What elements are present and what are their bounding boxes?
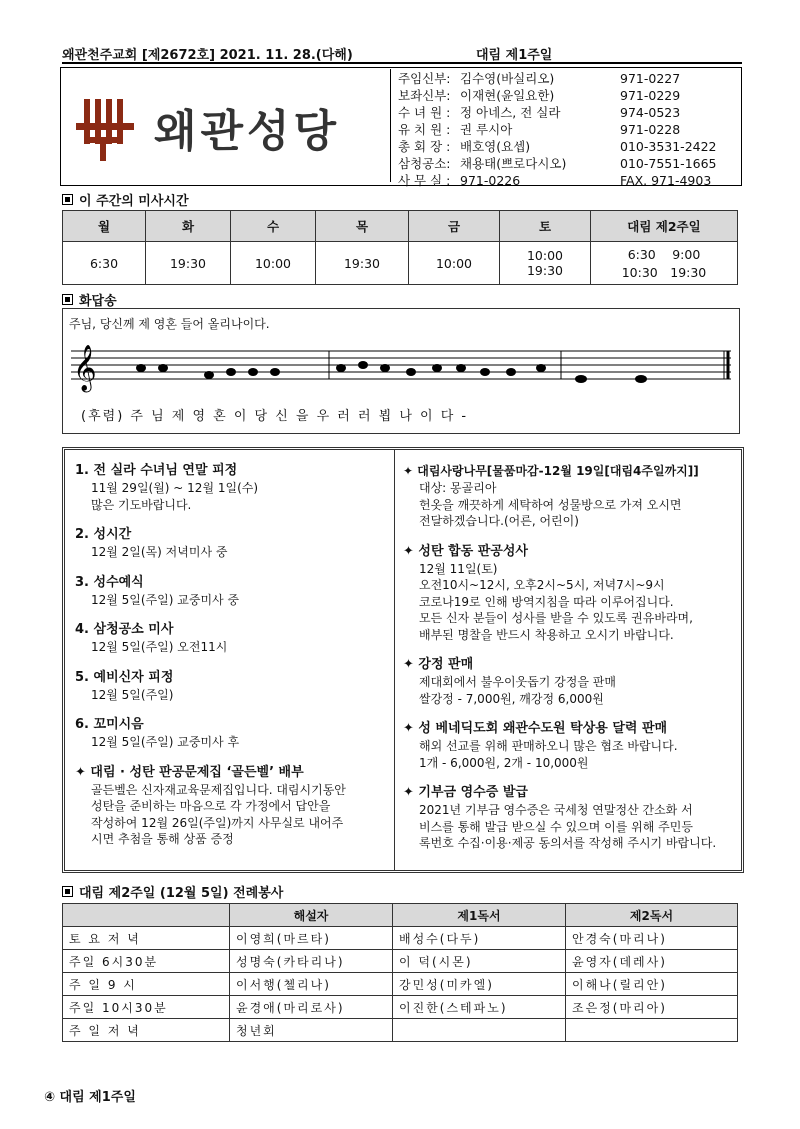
logo-text: 왜관성당	[154, 106, 341, 157]
list-item: 5. 예비신자 피정 12월 5일(주일)	[75, 669, 174, 702]
svg-text:𝄞: 𝄞	[73, 345, 97, 391]
psalm-response: 주님, 당신께 제 영혼 들어 올리나이다.	[69, 317, 270, 331]
table-row: 토 요 저 녁 이영희(마르타) 배성수(다두) 안경숙(마리나)	[63, 927, 738, 950]
staff-row: 수 녀 원 : 정 아네스, 전 실라 974-0523	[398, 105, 681, 120]
announcements-box	[62, 447, 744, 873]
staff-row: 삼청공소: 채용태(쁘로다시오) 010-7551-1665	[398, 156, 717, 171]
staff-row: 총 회 장 : 배호영(요셉) 010-3531-2422	[398, 139, 717, 154]
table-row: 주일 6시30분 성명숙(카타리나) 이 덕(시몬) 윤영자(데레사)	[63, 950, 738, 973]
mass-schedule-table: 월 화 수 목 금 토 대림 제2주일 6:30 19:30 10:00 19:30 10:00 10:00 19:30 6:30 9:00 10:30 19:30	[62, 210, 738, 285]
list-item: 1. 전 실라 수녀님 연말 피정 11월 29일(월) ~ 12월 1일(수) 많은 기도바랍니다.	[75, 463, 259, 512]
bulletin-issue: 왜관천주교회 [제2672호] 2021. 11. 28.(다해)	[62, 48, 353, 63]
liturgical-week: 대림 제1주일	[476, 48, 553, 63]
staff-row: 주임신부: 김수영(바실리오) 971-0227	[398, 71, 681, 86]
staff-row: 보좌신부: 이재현(윤일요한) 971-0229	[398, 88, 681, 103]
psalm-box	[62, 308, 740, 434]
page-footer: ④ 대림 제1주일	[44, 1090, 136, 1105]
list-item: ✦ 대림 · 성탄 판공문제집 ‘골든벨’ 배부 골든벨은 신자재교육문제집입니다. 대림시기동안 성탄을 준비하는 마음으로 각 가정에서 답안을 작성하여 12월 26일(주일)까지 사무실로 내어주 시면 추첨을 통해 상품 증정	[75, 764, 346, 846]
list-item: ✦ 기부금 영수증 발급 2021년 기부금 영수증은 국세청 연말정산 간소화 서 비스를 통해 발급 받으실 수 있으며 이를 위해 주민등 록번호 수집·이용·제공 동의서를 작성해 주시기 바랍니다.	[403, 785, 717, 850]
table-row: 주 일 저 녁 청년회	[63, 1019, 738, 1042]
service-section-title: 대림 제2주일 (12월 5일) 전례봉사	[62, 882, 283, 901]
list-item: 6. 꼬미시음 12월 5일(주일) 교중미사 후	[75, 717, 240, 749]
bulletin-header	[62, 40, 742, 64]
staff-directory	[398, 70, 738, 189]
table-row: 주일 10시30분 윤경애(마리로사) 이진한(스테파노) 조은정(마리아)	[63, 996, 738, 1019]
list-item: 2. 성시간 12월 2일(목) 저녁미사 중	[75, 527, 228, 559]
mass-section-title: 이 주간의 미사시간	[62, 190, 189, 209]
list-item: ✦ 강정 판매 제대회에서 불우이웃돕기 강정을 판매 쌀강정 - 7,000원, 깨강정 6,000원	[403, 657, 616, 706]
music-staff-icon	[71, 339, 735, 403]
column-divider	[394, 450, 395, 870]
psalm-section-title: 화답송	[62, 290, 117, 309]
list-item: 3. 성수예식 12월 5일(주일) 교중미사 중	[75, 574, 240, 607]
announcements-right	[403, 462, 737, 865]
staff-row: 유 치 원 : 권 루시아 971-0228	[398, 122, 681, 137]
list-item: ✦ 대림사랑나무[물품마감-12월 19일[대림4주일까지]] 대상: 몽골리아 헌옷을 깨끗하게 세탁하여 성물방으로 가져 오시면 전달하겠습니다.(어른, 어린이)	[403, 464, 699, 528]
list-item: 4. 삼청공소 미사 12월 5일(주일) 오전11시	[75, 622, 228, 654]
list-item: ✦ 성 베네딕도회 왜관수도원 탁상용 달력 판매 해외 선교를 위해 판매하오니 많은 협조 바랍니다. 1개 - 6,000원, 2개 - 10,000원	[403, 721, 678, 770]
table-row: 주 일 9 시 이서행(첼리나) 강민성(미카엘) 이해나(릴리안)	[63, 973, 738, 996]
service-table: 해설자 제1독서 제2독서 토 요 저 녁 이영희(마르타) 배성수(다두) 안경숙(마리나) 주일 6시30분 성명숙(카타리나) 이 덕(시몬) 윤영자(데레사) 주 일 9 시 이서행(첼리나) 강민성(미카엘) 이해나(릴리안) 주일 10시30분 윤경애(마리로사) 이진한(스테파노) 조은정(마리아) 주 일 저 녁 청년회	[62, 903, 738, 1042]
parish-logo	[62, 69, 391, 182]
announcements-left	[75, 462, 389, 861]
list-item: ✦ 성탄 합동 판공성사 12월 11일(토) 오전10시~12시, 오후2시~5시, 저녁7시~9시 코로나19로 인해 방역지침을 따라 이루어집니다. 모든 신자 분들이 성사를 받을 수 있도록 권유바라며, 배부된 명찰을 반드시 착용하고 오시기 바랍니다.	[403, 543, 693, 642]
staff-row: 사 무 실 : 971-0226 FAX. 971-4903	[398, 173, 712, 188]
psalm-lyrics: (후렴) 주 님 제 영 혼 이 당 신 을 우 러 러 뵙 나 이 다 -	[81, 409, 469, 424]
